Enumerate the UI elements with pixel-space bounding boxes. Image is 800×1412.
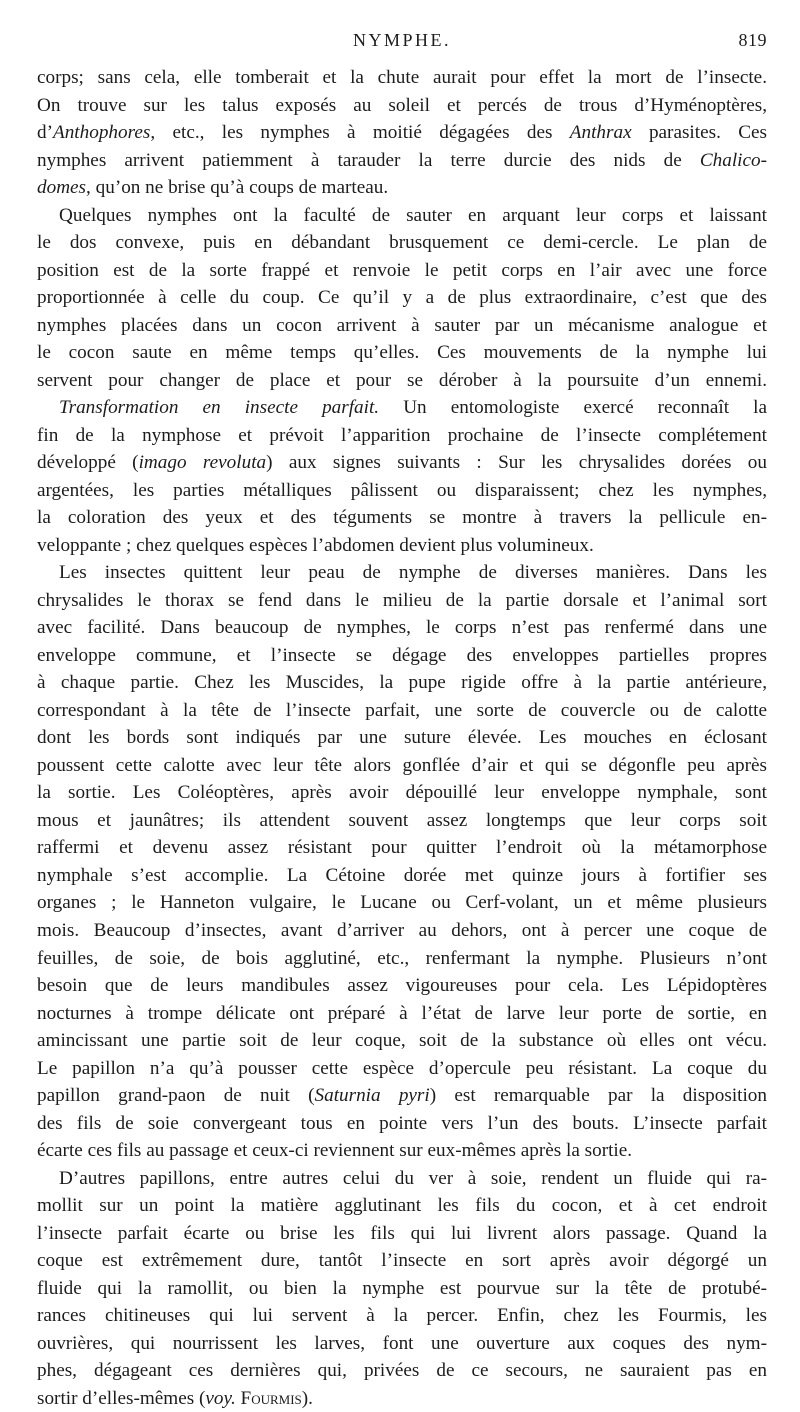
text-run: Les insectes quittent leur peau de nymphe de diverses manières. Dans les [59, 562, 767, 584]
text-run: Un entomologiste exercé reconnaît la [379, 397, 767, 419]
text-run: amincissant une partie soit de leur coque, soit de la substance où elles ont vécu. [37, 1030, 767, 1052]
text-run: ouvrières, qui nourrissent les larves, font une ouverture aux coques des nym- [37, 1332, 767, 1354]
text-run: d’ [37, 122, 53, 144]
text-line [37, 1082, 767, 1110]
text-run: mollit sur un point la matière agglutinant les fils du cocon, et à cet endroit [37, 1195, 767, 1217]
text-run: , etc., les nymphes à moitié dégagées des [150, 122, 570, 144]
body-text [37, 64, 767, 1412]
text-run: fin de la nymphose et prévoit l’apparition prochaine de l’insecte complétement [37, 424, 767, 446]
text-line [37, 367, 767, 395]
text-run: ). [301, 1387, 313, 1409]
text-run: nymphes placées dans un cocon arrivent à sauter par un mécanisme analogue et [37, 314, 767, 336]
text-run: avec facilité. Dans beaucoup de nymphes, le corps n’est pas renfermé dans une [37, 617, 767, 639]
text-run: ) aux signes suivants : Sur les chrysalides dorées ou [266, 452, 767, 474]
text-run: sortir d’elles-mêmes ( [37, 1387, 206, 1409]
text-line [37, 229, 767, 257]
text-run: nymphale s’est accomplie. La Cétoine dorée met quinze jours à fortifier ses [37, 864, 767, 886]
text-line [37, 532, 767, 560]
text-run: coque est extrêmement dure, tantôt l’insecte en sort après avoir dégorgé un [37, 1250, 767, 1272]
italic-term: voy. [205, 1387, 236, 1409]
text-run: mous et jaunâtres; ils attendent souvent assez longtemps que leur corps soit [37, 809, 767, 831]
text-run: le dos convexe, puis en débandant brusquement ce demi-cercle. Le plan de [37, 232, 767, 254]
text-run: des fils de soie convergeant tous en pointe vers l’un des bouts. L’insecte parfait [37, 1112, 767, 1134]
text-run: veloppante ; chez quelques espèces l’abdomen devient plus volumineux. [37, 534, 594, 556]
text-run: écarte ces fils au passage et ceux-ci reviennent sur eux-mêmes après la sortie. [37, 1140, 633, 1162]
text-line [37, 1247, 767, 1275]
text-line [37, 972, 767, 1000]
text-line [37, 119, 767, 147]
page-number: 819 [738, 30, 767, 50]
text-run: mois. Beaucoup d’insectes, avant d’arriver au dehors, ont à percer une coque de [37, 919, 767, 941]
text-run: la sortie. Les Coléoptères, après avoir dépouillé leur enveloppe nymphale, sont [37, 782, 767, 804]
italic-term: Saturnia pyri [314, 1085, 430, 1107]
text-run: le cocon saute en même temps qu’elles. Ces mouvements de la nymphe lui [37, 342, 767, 364]
text-run: nymphes arrivent patiemment à tarauder la terre durcie des nids de [37, 149, 700, 171]
text-line [37, 147, 767, 175]
italic-term: domes [37, 177, 87, 199]
text-line [37, 945, 767, 973]
text-run: l’insecte parfait écarte ou brise les fils qui lui livrent alors passage. Quand la [37, 1222, 767, 1244]
text-line [37, 642, 767, 670]
text-line [37, 807, 767, 835]
text-run: fluide qui la ramollit, ou bien la nymphe est pourvue sur la tête de protubé- [37, 1277, 767, 1299]
text-run: chrysalides le thorax se fend dans le milieu de la partie dorsale et l’animal sort [37, 589, 767, 611]
text-line [37, 1110, 767, 1138]
text-run: parasites. Ces [631, 122, 767, 144]
text-run: rances chitineuses qui lui servent à la percer. Enfin, chez les Fourmis, les [37, 1305, 767, 1327]
cross-reference: Fourmis [240, 1387, 302, 1409]
text-run: correspondant à la tête de l’insecte parfait, une sorte de couvercle ou de calotte [37, 699, 767, 721]
text-run: proportionnée à celle du coup. Ce qu’il y a de plus extraordinaire, c’est que des [37, 287, 767, 309]
running-head [37, 30, 767, 58]
text-line [37, 422, 767, 450]
text-line [37, 92, 767, 120]
text-line [37, 174, 767, 202]
text-line [37, 917, 767, 945]
text-run: dont les bords sont indiqués par une suture élevée. Les mouches en éclosant [37, 727, 767, 749]
text-run: la coloration des yeux et des téguments se montre à travers la pellicule en- [37, 507, 767, 529]
text-line [37, 1330, 767, 1358]
text-line [37, 1055, 767, 1083]
text-line [37, 752, 767, 780]
text-run: ) est remarquable par la disposition [429, 1085, 767, 1107]
text-run: papillon grand-paon de nuit ( [37, 1085, 315, 1107]
text-line [37, 862, 767, 890]
text-line [37, 724, 767, 752]
text-run: corps; sans cela, elle tomberait et la chute aurait pour effet la mort de l’insecte. [37, 67, 767, 88]
italic-term: Chalico- [699, 149, 767, 171]
text-run: servent pour changer de place et pour se dérober à la poursuite d’un ennemi. [37, 369, 767, 391]
italic-term: imago revoluta [138, 452, 267, 474]
text-run: Quelques nymphes ont la faculté de sauter en arquant leur corps et laissant [59, 204, 767, 226]
text-line [37, 889, 767, 917]
text-run: organes ; le Hanneton vulgaire, le Lucane ou Cerf-volant, un et même plusieurs [37, 892, 767, 914]
text-run: développé ( [37, 452, 139, 474]
text-line [37, 559, 767, 587]
text-line [37, 449, 767, 477]
text-run: position est de la sorte frappé et renvoie le petit corps en l’air avec une force [37, 259, 767, 281]
text-line [37, 1302, 767, 1330]
text-line [37, 1137, 767, 1165]
text-run: On trouve sur les talus exposés au soleil et percés de trous d’Hyménoptères, [37, 94, 767, 116]
text-line [37, 1165, 767, 1193]
text-run: besoin que de leurs mandibules assez vigoureuses pour cela. Les Lépidoptères [37, 975, 767, 997]
text-line [37, 64, 767, 92]
text-line [37, 669, 767, 697]
text-run: argentées, les parties métalliques pâlissent ou disparaissent; chez les nymphes, [37, 479, 767, 501]
text-line [37, 1192, 767, 1220]
text-line [37, 339, 767, 367]
text-run: , qu’on ne brise qu’à coups de marteau. [86, 177, 389, 199]
text-run: D’autres papillons, entre autres celui du ver à soie, rendent un fluide qui ra- [59, 1167, 767, 1189]
text-line [37, 1357, 767, 1385]
text-line [37, 1027, 767, 1055]
text-line [37, 1275, 767, 1303]
text-line [37, 394, 767, 422]
text-line [37, 1000, 767, 1028]
text-run: à chaque partie. Chez les Muscides, la pupe rigide offre à la partie antérieure, [37, 672, 767, 694]
text-line [37, 779, 767, 807]
text-line [37, 1385, 767, 1412]
text-run: enveloppe commune, et l’insecte se dégage des enveloppes partielles propres [37, 644, 767, 666]
text-line [37, 587, 767, 615]
text-line [37, 312, 767, 340]
text-run: poussent cette calotte avec leur tête alors gonflée d’air et qui se dégonfle peu après [37, 754, 767, 776]
italic-term: Anthophores [52, 122, 151, 144]
text-line [37, 477, 767, 505]
text-line [37, 697, 767, 725]
text-run: nocturnes à trompe délicate ont préparé à l’état de larve leur porte de sortie, en [37, 1002, 767, 1024]
text-line [37, 504, 767, 532]
text-line [37, 614, 767, 642]
text-line [37, 1220, 767, 1248]
text-line [37, 284, 767, 312]
text-run: Le papillon n’a qu’à pousser cette espèce d’opercule peu résistant. La coque du [37, 1057, 767, 1079]
running-title: NYMPHE. [352, 30, 451, 50]
italic-term: Anthrax [569, 122, 632, 144]
text-run: feuilles, de soie, de bois agglutiné, etc., renfermant la nymphe. Plusieurs n’ont [37, 947, 767, 969]
text-run: raffermi et devenu assez résistant pour quitter l’endroit où la métamorphose [37, 837, 767, 859]
text-run: phes, dégageant ces dernières qui, privées de ce secours, ne sauraient pas en [37, 1360, 767, 1382]
text-line [37, 202, 767, 230]
text-line [37, 834, 767, 862]
italic-term: Transformation en insecte parfait. [59, 397, 380, 419]
text-line [37, 257, 767, 285]
